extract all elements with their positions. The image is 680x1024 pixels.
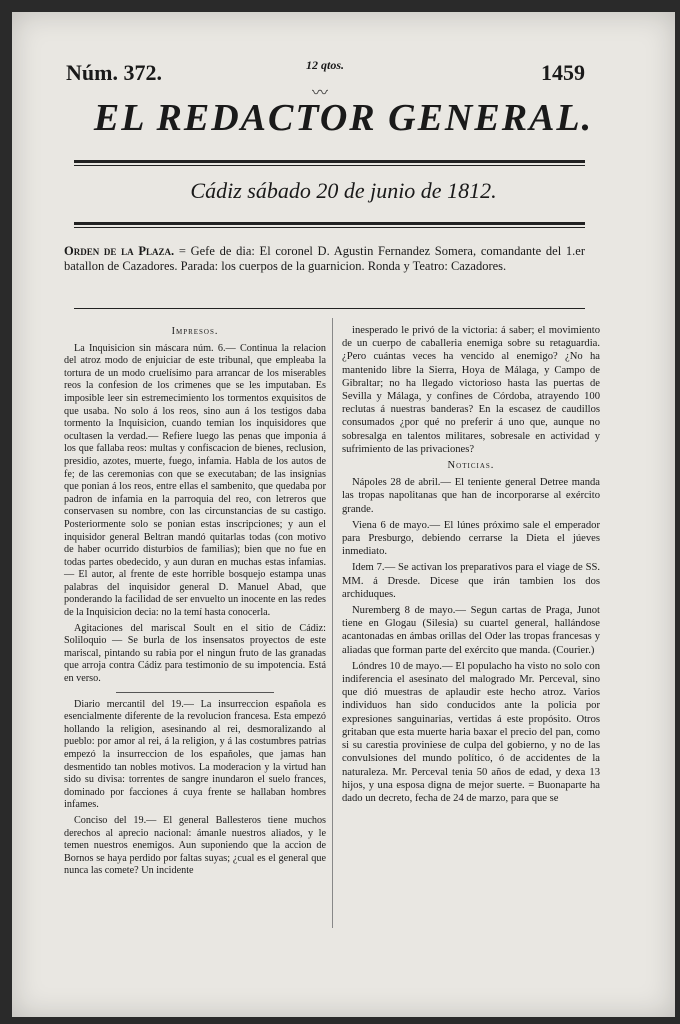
divider-rule: [74, 222, 585, 225]
section-rule: [74, 308, 585, 309]
article-paragraph: Conciso del 19.— El general Ballesteros tiene muchos derechos al aprecio nacional: ámanle nuestros aliados, y le temen nuestros enemigos. Aun suponiendo que la accion de Bornos se haya perdido por faltas suyas; ¿cual es el general que nunca las comete? Un incidente: [64, 814, 326, 877]
orden-lead: Orden de la Plaza.: [64, 244, 175, 258]
news-item: Viena 6 de mayo.— El lúnes próximo sale el emperador para Presburgo, debiendo cerrarse la Dieta el júeves inmediato.: [342, 519, 600, 558]
right-column: [342, 324, 600, 808]
ornament-icon: 〰: [312, 85, 329, 102]
news-item: Nápoles 28 de abril.— El teniente general Detree manda las tropas napolitanas que han de incorporarse al exército grande.: [342, 477, 600, 515]
section-heading-noticias: Noticias.: [447, 460, 495, 472]
newspaper-title: EL REDACTOR GENERAL.: [93, 97, 594, 139]
issue-number: Núm. 372.: [66, 60, 162, 85]
divider-rule-thin: [74, 227, 585, 228]
orden-text: = Gefe de dia: El coronel D. Agustin Fernandez Somera, comandante del 1.er batallon de Cazadores. Parada: los cuerpos de la guarnicion. Ronda y Teatro: Cazadores.: [64, 244, 585, 273]
article-paragraph: Diario mercantil del 19.— La insurreccion española es esencialmente diferente de la revolucion francesa. Esta empezó hollando la religion, asesinando al rei, desmoralizando al pueblo: por amor al rei, á la religion, y á las costumbres patrias empezó la insurreccion de los españoles, que jamas han desmentido tan nobles motivos. La moderacion y la virtud han sido su divisa: torrentes de sangre inundaron el suelo frances, dominado por facciones á cuya frente se hallaban hombres infames.: [64, 698, 326, 811]
news-item: Idem 7.— Se activan los preparativos para el viage de SS. MM. á Dresde. Dicese que irán tambien los dos archiduques.: [342, 562, 600, 600]
divider-rule-thin: [74, 165, 585, 166]
article-paragraph: Agitaciones del mariscal Soult en el sitio de Cádiz: Soliloquio — Se burla de los insensatos proyectos de este mariscal, pintando su rabia por el ningun fruto de las granadas que arroja contra Cádiz para testimonio de su impotencia. Está en verso.: [64, 622, 326, 685]
orden-de-la-plaza: [64, 244, 585, 274]
page-number: 1459: [541, 60, 585, 85]
section-heading-impresos: Impresos.: [171, 326, 219, 337]
article-paragraph: La Inquisicion sin máscara núm. 6.— Continua la relacion del atroz modo de enjuiciar de este tribunal, que empleaba la tortura de un modo cruelísimo para arrancar de los miserables reos la confesion de los crimenes que se les imputaban. Es imposible leer sin estremecimiento los tormentos exquisitos de que usaba. No solo á los reos, sino aun á los testigos daba tormento la Inquisicion, cuando temian los inquisidores que ocultasen la verdad.— Refiere luego las penas que imponia á los que fallaba reos: multas y confiscacion de bienes, reclusion, presidio, azotes, muerte, fuego, infamia. Habla de los autos de fe; de las ceremonias con que se executaban; de las insignias que ponian á los reos, entre ellas el sambenito, que quedaba por padron de infamia en la parroquia del reo, con letreros que conservasen su nombre, con las circunstancias de su castigo. Posteriormente solo se ponian estas inscripciones; y aun el inquisidor general Beltran mandó quitarlas todas (con motivo de haber ocurrido disturbios de familias); bien que no fue en todas partes obedecido, y aun duran en muchas estas infamias.— El autor, al frente de este horrible bosquejo estampa unas palabras del inquisidor general D. Manuel Abad, que ponderando la facilidad de ser envuelto un inocente en las redes de la Inquisicion decia: no la temí hasta conocerla.: [64, 342, 326, 619]
column-separator: [332, 318, 333, 928]
divider-rule: [74, 160, 585, 163]
newspaper-page: [12, 12, 675, 1017]
news-item: Lóndres 10 de mayo.— El populacho ha visto no solo con indiferencia el asesinato del malogrado Mr. Perceval, sino que dió muestras de aplaudir este hecho atroz. Varios individuos han sido conducidos ante la policia por expresiones sanguinarias, vertidas á este propósito. Otros gritaban que esta muerte haria baxar el precio del pan, como si su carestia proviniese de culpa del gobierno, y no de las convulsiones del mundo político, ó de accidentes de la naturaleza. Mr. Perceval tenia 50 años de edad, y dexa 13 hijos, y una esposa digna de mejor suerte. = Buonaparte ha dado un decreto, fecha de 24 de marzo, para que se: [342, 660, 600, 804]
news-item: Nuremberg 8 de mayo.— Segun cartas de Praga, Junot tiene en Glogau (Silesia) su cuartel general, hallándose acantonadas en ámbas orillas del Oder las tropas francesas y aliadas que forman parte del exército que manda. (Courier.): [342, 605, 600, 656]
dateline: Cádiz sábado 20 de junio de 1812.: [190, 178, 497, 203]
price-label: 12 qtos.: [306, 58, 345, 72]
short-divider: [116, 692, 273, 693]
left-column: [64, 324, 326, 881]
article-paragraph: inesperado le privó de la victoria: á saber; el movimiento de un cuerpo de caballeria enemiga sobre su retaguardia. ¿Pero cuántas veces ha vencido al enemigo? ¿No ha mantenido libre la Sierra, Hoya de Málaga, y Campo de Gibraltar; no ha llegado victorioso hasta las puertas de Sevilla y Málaga, y confines de Córdoba, atrayendo 100 reclutas á nuestras banderas? En la escasez de caudillos consumados ¿por qué no preferir á uno que, aunque no sobresalga en talentos militares, sobresale en actividad y sufrimiento de las privaciones?: [342, 325, 600, 455]
